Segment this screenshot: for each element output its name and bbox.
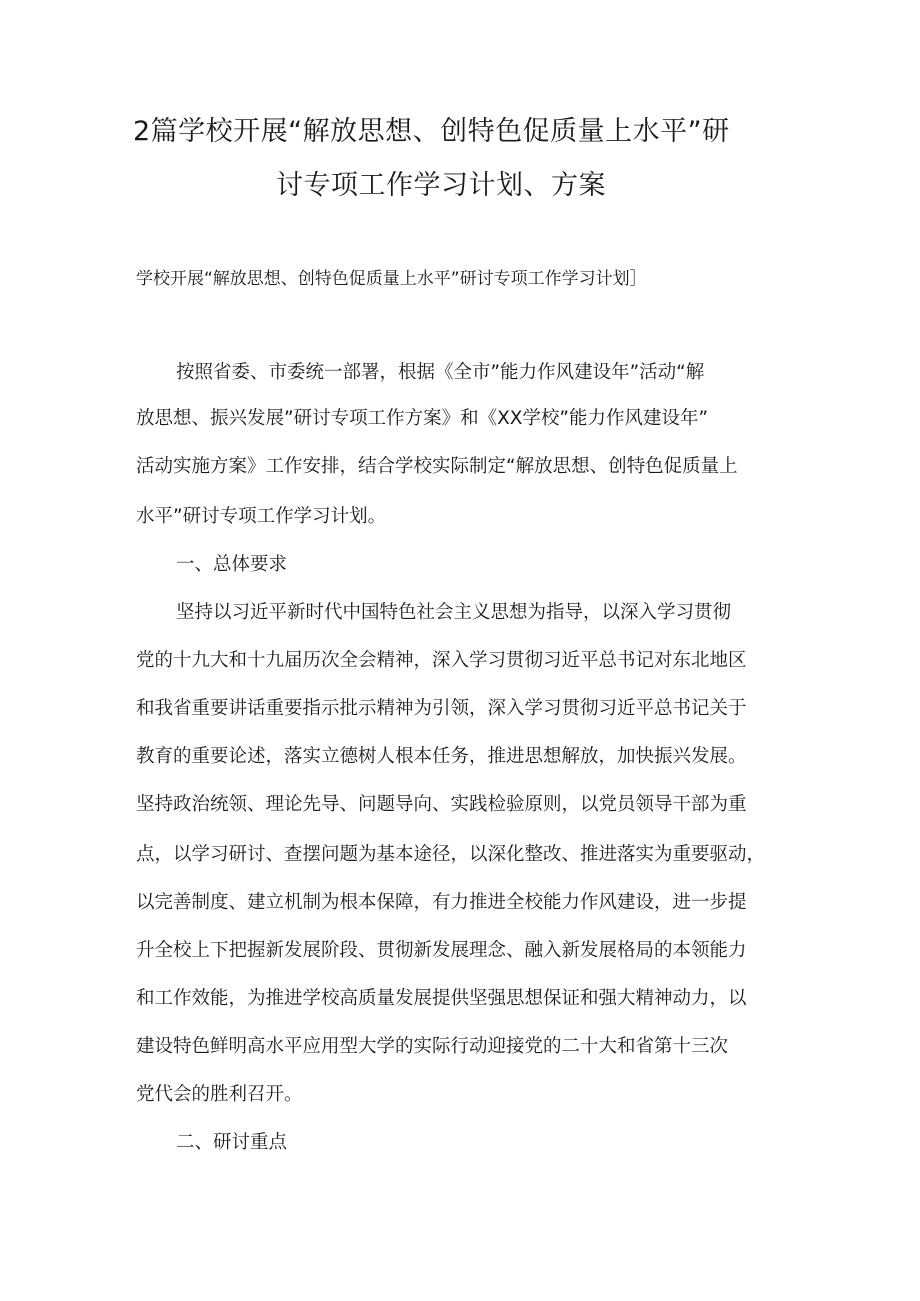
paragraph-2-line-4: 教育的重要论述，落实立德树人根本任务，推进思想解放，加快振兴发展。	[136, 746, 747, 767]
section-heading-1: 一、总体要求	[176, 554, 288, 575]
paragraph-1-line-4: 水平”研讨专项工作学习计划。	[136, 506, 387, 527]
document-title-line-2: 讨专项工作学习计划、方案	[276, 170, 606, 201]
paragraph-2-line-5: 坚持政治统领、理论先导、问题导向、实践检验原则，以党员领导干部为重	[136, 794, 747, 815]
paragraph-2-line-9: 和工作效能，为推进学校高质量发展提供坚强思想保证和强大精神动力，以	[136, 988, 747, 1009]
paragraph-1-line-1: 按照省委、市委统一部署，根据《全市”能力作风建设年”活动“解	[176, 362, 705, 383]
paragraph-2-line-2: 党的十九大和十九届历次全会精神，深入学习贯彻习近平总书记对东北地区	[136, 650, 747, 671]
document-subtitle: 学校开展“解放思想、创特色促质量上水平”研讨专项工作学习计划］	[136, 269, 647, 289]
paragraph-2-line-8: 升全校上下把握新发展阶段、贯彻新发展理念、融入新发展格局的本领能力	[136, 940, 747, 961]
paragraph-2-line-3: 和我省重要讲话重要指示批示精神为引领，深入学习贯彻习近平总书记关于	[136, 698, 747, 719]
section-heading-2: 二、研讨重点	[176, 1132, 288, 1153]
paragraph-2-line-10: 建设特色鲜明高水平应用型大学的实际行动迎接党的二十大和省第十三次	[136, 1036, 729, 1057]
paragraph-1-line-3: 活动实施方案》工作安排，结合学校实际制定“解放思想、创特色促质量上	[136, 456, 738, 477]
paragraph-1-line-2: 放思想、振兴发展”研讨专项工作方案》和《XX学校”能力作风建设年”	[136, 408, 709, 429]
paragraph-2-line-11: 党代会的胜利召开。	[136, 1084, 303, 1105]
paragraph-2-line-6: 点，以学习研讨、查摆问题为基本途径，以深化整改、推进落实为重要驱动，	[136, 844, 766, 865]
paragraph-2-line-7: 以完善制度、建立机制为根本保障，有力推进全校能力作风建设，进一步提	[136, 892, 747, 913]
paragraph-2-line-1: 坚持以习近平新时代中国特色社会主义思想为指导，以深入学习贯彻	[176, 602, 732, 623]
document-title-line-1: 2篇学校开展“解放思想、创特色促质量上水平”研	[133, 116, 730, 147]
